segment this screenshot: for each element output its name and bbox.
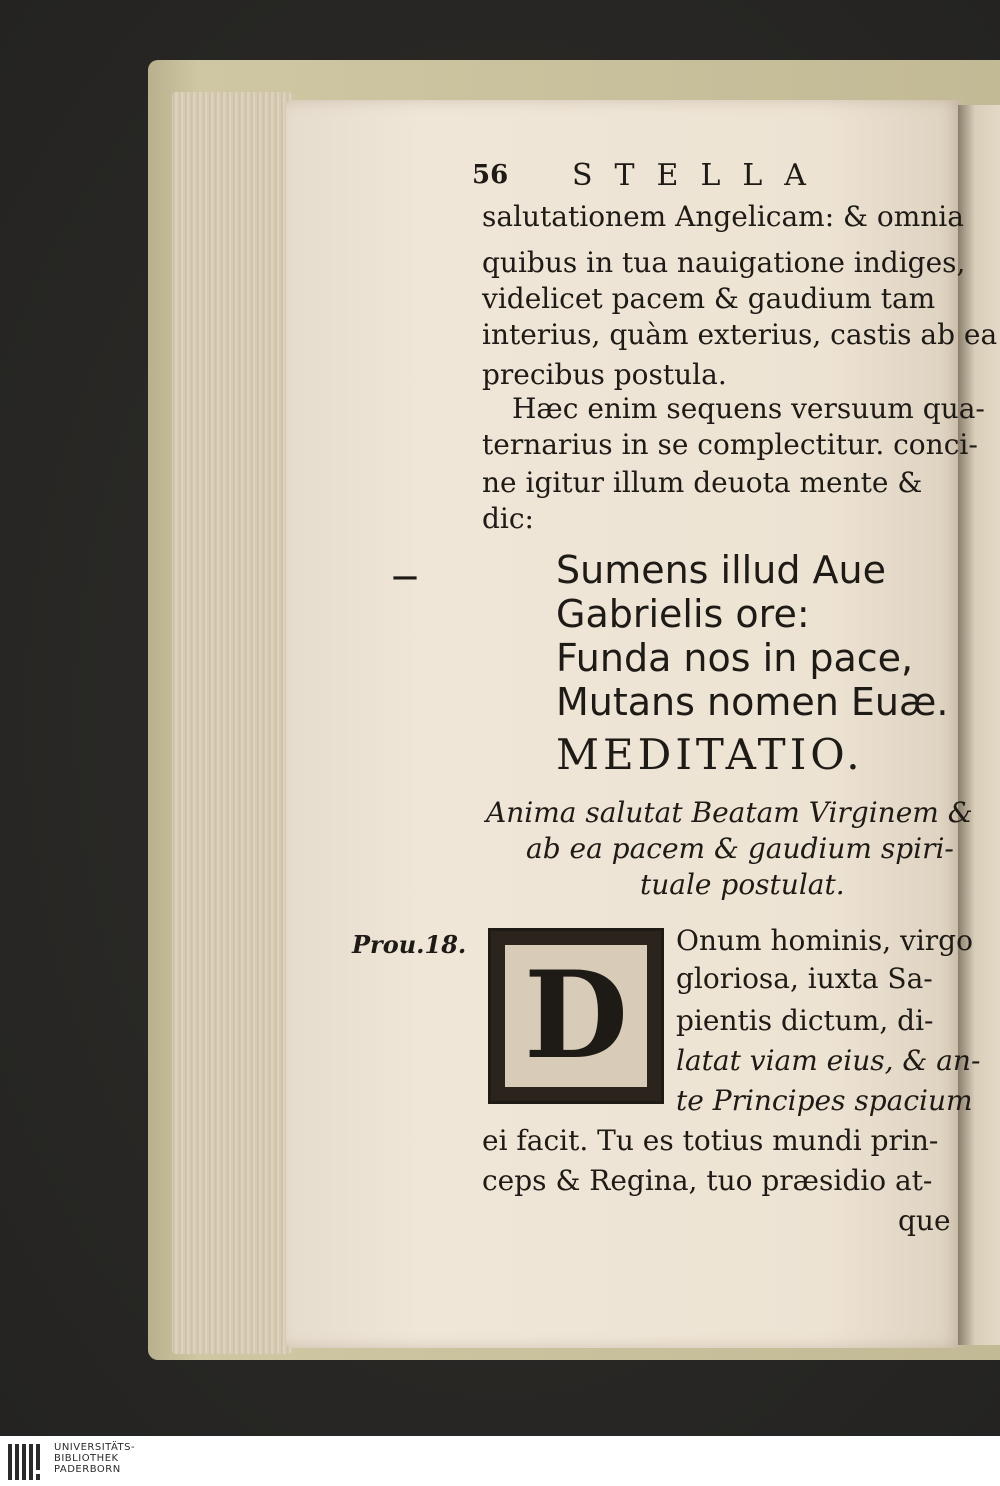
- verse-line: Gabrielis ore:: [556, 592, 810, 636]
- body-line: ternarius in se complectitur. conci-: [482, 428, 978, 461]
- section-heading: MEDITATIO.: [556, 730, 864, 779]
- catchword: que: [898, 1204, 951, 1237]
- body-line: interius, quàm exterius, castis ab ea: [482, 318, 998, 351]
- verse-line: Funda nos in pace,: [556, 636, 914, 680]
- body-line: ne igitur illum deuota mente &: [482, 466, 923, 499]
- text-line: latat viam eius, & an-: [676, 1044, 981, 1077]
- text-line: te Principes spacium: [676, 1084, 973, 1117]
- rubric-line: Anima salutat Beatam Virginem &: [486, 796, 973, 829]
- body-line: quibus in tua nauigatione indiges,: [482, 246, 966, 279]
- verse-line: Sumens illud Aue: [556, 548, 886, 592]
- library-footer: [0, 1436, 1000, 1486]
- body-line: videlicet pacem & gaudium tam: [482, 282, 936, 315]
- body-line: precibus postula.: [482, 358, 727, 391]
- running-title: STELLA: [572, 158, 828, 193]
- rubric-line: tuale postulat.: [640, 868, 845, 901]
- text-line: pientis dictum, di-: [676, 1004, 934, 1037]
- library-logo-text: [54, 1442, 135, 1475]
- body-line: dic:: [482, 502, 534, 535]
- logo-line: PADERBORN: [54, 1464, 121, 1475]
- page-edges: [172, 92, 292, 1354]
- margin-note: Prou.18.: [352, 930, 467, 959]
- initial-letter: D: [523, 945, 629, 1086]
- body-line: salutationem Angelicam: & omnia: [482, 200, 964, 233]
- facing-page-edge: [958, 105, 1000, 1345]
- text-line: gloriosa, iuxta Sa-: [676, 962, 933, 995]
- rubric-line: ab ea pacem & gaudium spiri-: [526, 832, 954, 865]
- margin-dash: —: [392, 562, 418, 592]
- text-line: ceps & Regina, tuo præsidio at-: [482, 1164, 933, 1197]
- page-number: 56: [472, 160, 509, 190]
- body-line: Hæc enim sequens versuum qua-: [512, 392, 985, 425]
- logo-line: UNIVERSITÄTS-: [54, 1442, 136, 1453]
- text-line: Onum hominis, virgo: [676, 924, 973, 957]
- decorated-initial: [488, 928, 664, 1104]
- text-line: ei facit. Tu es totius mundi prin-: [482, 1124, 939, 1157]
- verse-line: Mutans nomen Euæ.: [556, 680, 949, 724]
- logo-line: BIBLIOTHEK: [54, 1453, 119, 1464]
- library-logo-icon: [8, 1444, 48, 1480]
